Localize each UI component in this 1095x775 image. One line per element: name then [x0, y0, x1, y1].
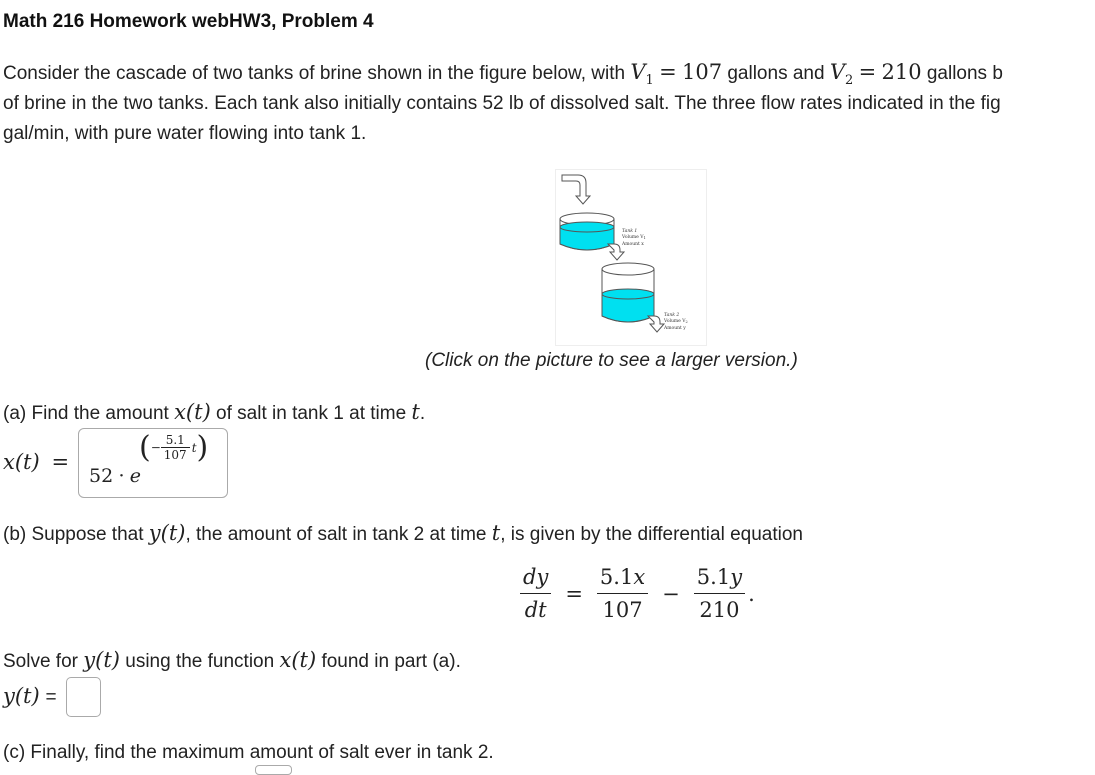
part-b-prompt: (b) Suppose that y(t), the amount of salt in tank 2 at time t, is given by the differential equation: [3, 521, 803, 545]
tank1-label: Tank 1: [622, 229, 638, 234]
intro-line-2: of brine in the two tanks. Each tank also initially contains 52 lb of dissolved salt. The three flow rates indicated in the fig: [3, 93, 1001, 114]
intro-line-3: gal/min, with pure water flowing into tank 1.: [3, 123, 367, 144]
tank2-label: Tank 2: [664, 313, 680, 318]
differential-equation: $\frac{dy}{dt}$ = $\frac{5.1x}{107}$ − $\frac{5.1y}{210}$ .: [520, 565, 755, 622]
part-b-lhs: y(t) =: [3, 684, 57, 708]
part-a-prompt: (a) Find the amount x(t) of salt in tank 1 at time t.: [3, 400, 426, 424]
outflow2-arrow-icon: [648, 316, 664, 332]
inflow-arrow-icon: [562, 175, 590, 204]
v1-symbol: $V_1$: [630, 60, 654, 89]
answer-a-exponent: (− $\frac{5.1}{107}$ t): [139, 430, 209, 465]
v2-symbol: $V_2$: [829, 60, 854, 89]
answer-a-base: 52 · e: [89, 465, 142, 487]
part-b-solve-prompt: Solve for y(t) using the function x(t) found in part (a).: [3, 648, 461, 672]
part-c-prompt: (c) Finally, find the maximum amount of salt ever in tank 2.: [3, 742, 494, 763]
tank-cascade-figure[interactable]: [555, 169, 707, 346]
tank2-volume-label: Volume $V_2$: [664, 319, 688, 324]
v2-value: 210: [881, 60, 922, 84]
intro-line-1: Consider the cascade of two tanks of brine shown in the figure below, with $V_1 = 107$ gallons and $V_2 = 210$ gallons b: [3, 60, 1003, 89]
page-title: Math 216 Homework webHW3, Problem 4: [3, 11, 374, 32]
figure-caption: (Click on the picture to see a larger version.): [425, 350, 798, 371]
tank1-amount-label: Amount x: [622, 242, 644, 247]
part-a-lhs: x(t) =: [3, 450, 70, 474]
tank2-top: [602, 263, 654, 275]
part-c-answer-field-partial[interactable]: [255, 765, 292, 775]
v1-value: 107: [681, 60, 723, 84]
tank-cascade-diagram: [556, 170, 706, 345]
tank2-amount-label: Amount y: [664, 326, 686, 331]
part-b-answer-field[interactable]: [66, 677, 101, 717]
tank1-volume-label: Volume $V_1$: [622, 235, 646, 240]
part-a-answer-field[interactable]: [78, 428, 228, 498]
